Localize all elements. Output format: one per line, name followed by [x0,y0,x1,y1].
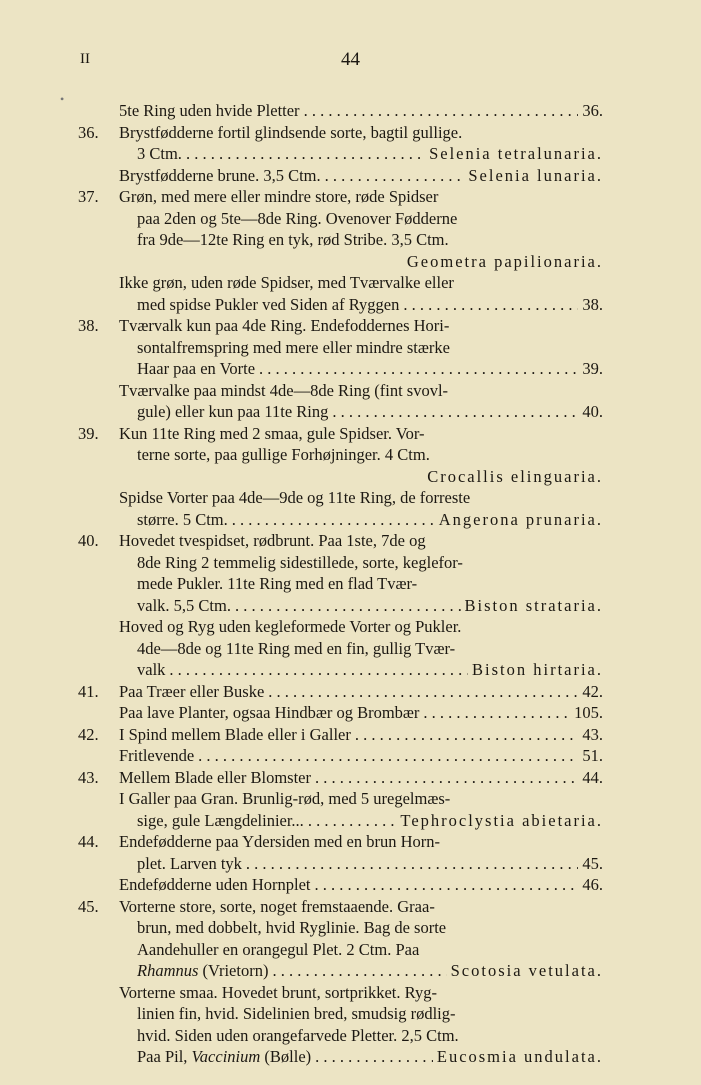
line-content [119,530,603,552]
key-line [0,745,701,767]
key-line [0,251,701,273]
key-line [0,853,701,875]
line-text [137,960,268,982]
key-line [0,229,701,251]
couplet-number: 43. [78,767,99,787]
couplet-reference: 105. [574,703,603,722]
text-run: Haar paa en Vorte [137,359,256,378]
key-line [0,788,701,810]
text-run: Brystfødderne fortil glindsende sorte, bagtil gullige. [119,122,463,142]
dot-leader [355,724,579,746]
text-run: 3 Ctm. [137,144,182,163]
line-text [137,939,419,961]
line-text [119,272,454,294]
line-content [137,659,603,681]
text-run: Brystfødderne brune. 3,5 Ctm. [119,165,321,185]
line-content [119,982,603,1004]
text-run: Hoved og Ryg uden kegleformede Vorter og Pukler. [119,617,462,636]
line-content [119,767,603,789]
line-text [137,659,165,681]
line-text [119,982,437,1004]
key-line [0,616,701,638]
line-content [119,122,603,144]
key-line [0,939,701,961]
key-line [0,272,701,294]
text-run: Tværvalk kun paa 4de Ring. Endefoddernes Hori- [119,316,450,335]
key-line [0,122,701,144]
text-run: sontalfremspring med mere eller mindre stærke [137,337,450,357]
taxon-name: Vaccinium [191,1047,261,1066]
taxon-name: Rhamnus [137,961,199,980]
line-text [137,208,457,230]
line-content [137,401,603,423]
text-run: Endefødderne uden Hornplet [119,875,311,894]
dot-leader [315,767,578,789]
line-content [137,208,603,230]
dot-leader [315,1046,433,1068]
line-content [119,100,603,122]
text-run: Tværvalke paa mindst 4de—8de Ring (fint svovl- [119,380,449,400]
line-content [137,1025,603,1047]
dot-leader [198,745,578,767]
line-content [119,380,603,402]
line-content [119,315,603,337]
text-run: med spidse Pukler ved Siden af Ryggen [137,294,400,314]
key-line [0,208,701,230]
species-name: Selenia lunaria. [468,165,603,185]
couplet-number: 36. [78,122,99,142]
text-run: Aandehuller en orangegul Plet. 2 Ctm. Paa [137,939,420,959]
text-run: 8de Ring 2 temmelig sidestillede, sorte, keglefor- [137,552,463,572]
line-content [119,874,603,896]
couplet-number: 44. [78,832,99,851]
couplet-number: 42. [78,724,99,744]
line-text [119,530,426,552]
key-line [0,143,701,165]
line-text [119,380,448,402]
couplet-reference: 42. [582,681,603,701]
line-text [137,917,446,939]
key-line [0,1003,701,1025]
line-text [119,724,351,746]
text-run: Vorterne store, sorte, noget fremstaaende. Graa- [119,896,435,916]
line-content [137,939,603,961]
line-content [119,423,603,445]
text-run: 5te Ring uden hvide Pletter [119,101,300,120]
text-run: gule) eller kun paa 11te Ring [137,402,329,421]
line-content [137,573,603,595]
dot-leader [259,358,578,380]
dot-leader [235,595,461,617]
key-line [0,681,701,703]
key-line [0,401,701,423]
species-name: Selenia tetralunaria. [429,144,603,163]
text-run: valk [137,660,166,679]
line-content [119,272,603,294]
line-content [119,616,603,638]
line-text [137,401,328,423]
key-line [0,982,701,1004]
line-text [119,423,425,445]
line-text [119,896,435,918]
line-text [137,358,255,380]
text-run: Hovedet tvespidset, rødbrunt. Paa 1ste, 7de og [119,531,426,550]
key-line [0,917,701,939]
line-text [119,767,311,789]
dot-leader [332,401,578,423]
species-name: Geometra papilionaria. [406,251,603,271]
species-name: Crocallis elinguaria. [427,466,603,486]
couplet-number: 40. [78,531,99,550]
dot-leader [308,810,397,832]
couplet-reference: 43. [582,724,603,744]
line-text [119,702,419,724]
key-line [0,294,701,316]
text-run: Paa Pil, [137,1047,192,1066]
line-text [119,874,311,896]
dot-leader [315,874,579,896]
text-run: hvid. Siden uden orangefarvede Pletter. 2,5 Ctm. [137,1025,459,1045]
key-line [0,380,701,402]
key-line [0,573,701,595]
key-line [0,358,701,380]
signature-mark: II [80,51,90,67]
text-run: større. 5 Ctm. [137,509,228,529]
line-content [137,595,603,617]
key-line [0,337,701,359]
key-line [0,638,701,660]
line-content [137,552,603,574]
dot-leader [304,100,579,122]
text-run: Paa lave Planter, ogsaa Hindbær og Brombær [119,703,420,722]
line-text [119,487,470,509]
dot-leader [232,509,435,531]
key-line [0,874,701,896]
species-name: Angerona prunaria. [438,509,603,529]
couplet-reference: 40. [582,402,603,421]
line-content [137,1003,603,1025]
dot-leader [246,853,578,875]
key-line [0,960,701,982]
line-content [137,960,603,982]
line-text [137,595,231,617]
line-text [137,509,228,531]
key-line [0,466,701,488]
line-content [137,251,603,273]
line-content [137,853,603,875]
line-text [137,337,450,359]
text-run: I Spind mellem Blade eller i Galler [119,724,351,744]
line-text [119,315,449,337]
line-content [137,229,603,251]
text-run: paa 2den og 5te—8de Ring. Ovenover Fødderne [137,208,458,228]
line-text [119,681,264,703]
line-text [137,552,463,574]
line-content [137,358,603,380]
species-name: Scotosia vetulata. [450,961,603,980]
line-text [137,810,304,832]
text-run: fra 9de—12te Ring en tyk, rød Stribe. 3,5 Ctm. [137,230,449,249]
species-name: Tephroclystia abietaria. [400,810,603,830]
text-run: I Galler paa Gran. Brunlig-rød, med 5 uregelmæs- [119,789,451,808]
text-run: Vorterne smaa. Hovedet brunt, sortprikket. Ryg- [119,982,437,1002]
text-run: Mellem Blade eller Blomster [119,767,311,787]
line-content [137,143,603,165]
line-content [119,831,603,853]
couplet-reference: 39. [582,359,603,378]
text-run: 4de—8de og 11te Ring med en fin, gullig Tvær- [137,638,456,658]
line-text [137,1046,311,1068]
text-run: Fritlevende [119,746,195,765]
dot-leader [272,960,446,982]
key-line [0,831,701,853]
key-line [0,444,701,466]
dot-leader [403,294,578,316]
key-line [0,767,701,789]
text-run: Ikke grøn, uden røde Spidser, med Tværvalke eller [119,273,454,292]
line-text [137,143,182,165]
text-run: Spidse Vorter paa 4de—9de og 11te Ring, de forreste [119,488,471,507]
line-content [119,702,603,724]
line-content [119,165,603,187]
text-run: valk. 5,5 Ctm. [137,595,231,615]
text-run: Paa Træer eller Buske [119,681,265,701]
line-content [119,745,603,767]
line-content [137,294,603,316]
couplet-reference: 44. [582,767,603,787]
key-line [0,659,701,681]
line-content [137,444,603,466]
line-content [119,896,603,918]
dot-leader [186,143,425,165]
line-content [137,466,603,488]
line-content [119,788,603,810]
line-content [137,337,603,359]
key-line [0,896,701,918]
species-name: Biston strataria. [464,595,603,615]
line-text [119,165,321,187]
line-text [137,1025,459,1047]
text-run: mede Pukler. 11te Ring med en flad Tvær- [137,574,418,593]
couplet-number: 38. [78,316,99,335]
key-line [0,1046,701,1068]
text-run: Grøn, med mere eller mindre store, røde Spidser [119,187,439,206]
dot-leader [268,681,578,703]
dot-leader [169,659,468,681]
couplet-number: 37. [78,187,99,206]
page-number: 44 [341,49,360,70]
key-line [0,595,701,617]
line-text [119,122,462,144]
line-content [119,681,603,703]
key-line [0,100,701,122]
text-run: (Bølle) [260,1047,312,1066]
text-run: plet. Larven tyk [137,853,242,873]
text-run: Kun 11te Ring med 2 smaa, gule Spidser. Vor- [119,423,425,443]
dot-leader [325,165,465,187]
text-run: (Vrietorn) [198,961,269,980]
line-content [137,509,603,531]
line-text [119,100,300,122]
key-line [0,165,701,187]
key-line [0,810,701,832]
line-content [119,487,603,509]
line-text [137,294,399,316]
couplet-reference: 36. [582,101,603,120]
key-line [0,702,701,724]
line-text [119,616,461,638]
couplet-reference: 46. [582,875,603,894]
line-text [137,853,242,875]
key-line [0,530,701,552]
text-run: sige, gule Længdelinier... [137,810,304,830]
key-line [0,552,701,574]
key-line [0,724,701,746]
line-content [137,810,603,832]
couplet-reference: 38. [582,294,603,314]
species-name: Eucosmia undulata. [436,1047,603,1066]
key-line [0,509,701,531]
couplet-number: 45. [78,896,99,916]
line-content [137,917,603,939]
key-line [0,1025,701,1047]
margin-mark: • [60,92,65,106]
line-text [137,444,430,466]
line-content [119,724,603,746]
key-line [0,186,701,208]
couplet-reference: 45. [582,853,603,873]
line-text [137,229,449,251]
line-text [119,186,438,208]
text-run: Endefødderne paa Ydersiden med en brun Horn- [119,832,441,851]
line-content [137,638,603,660]
line-text [119,788,450,810]
dot-leader [423,702,570,724]
line-text [137,1003,456,1025]
page-header [0,49,701,75]
couplet-number: 41. [78,681,99,701]
text-run: brun, med dobbelt, hvid Ryglinie. Bag de sorte [137,918,447,937]
line-text [137,638,455,660]
line-text [119,745,194,767]
couplet-reference: 51. [582,746,603,765]
line-content [137,1046,603,1068]
key-line [0,315,701,337]
couplet-number: 39. [78,423,99,443]
key-line [0,423,701,445]
text-run: terne sorte, paa gullige Forhøjninger. 4 Ctm. [137,445,430,464]
line-text [119,831,440,853]
line-text [137,573,417,595]
text-run: linien fin, hvid. Sidelinien bred, smudsig rødlig- [137,1004,456,1023]
species-name: Biston hirtaria. [472,660,603,679]
key-line [0,487,701,509]
line-content [119,186,603,208]
key-text [0,100,701,1068]
